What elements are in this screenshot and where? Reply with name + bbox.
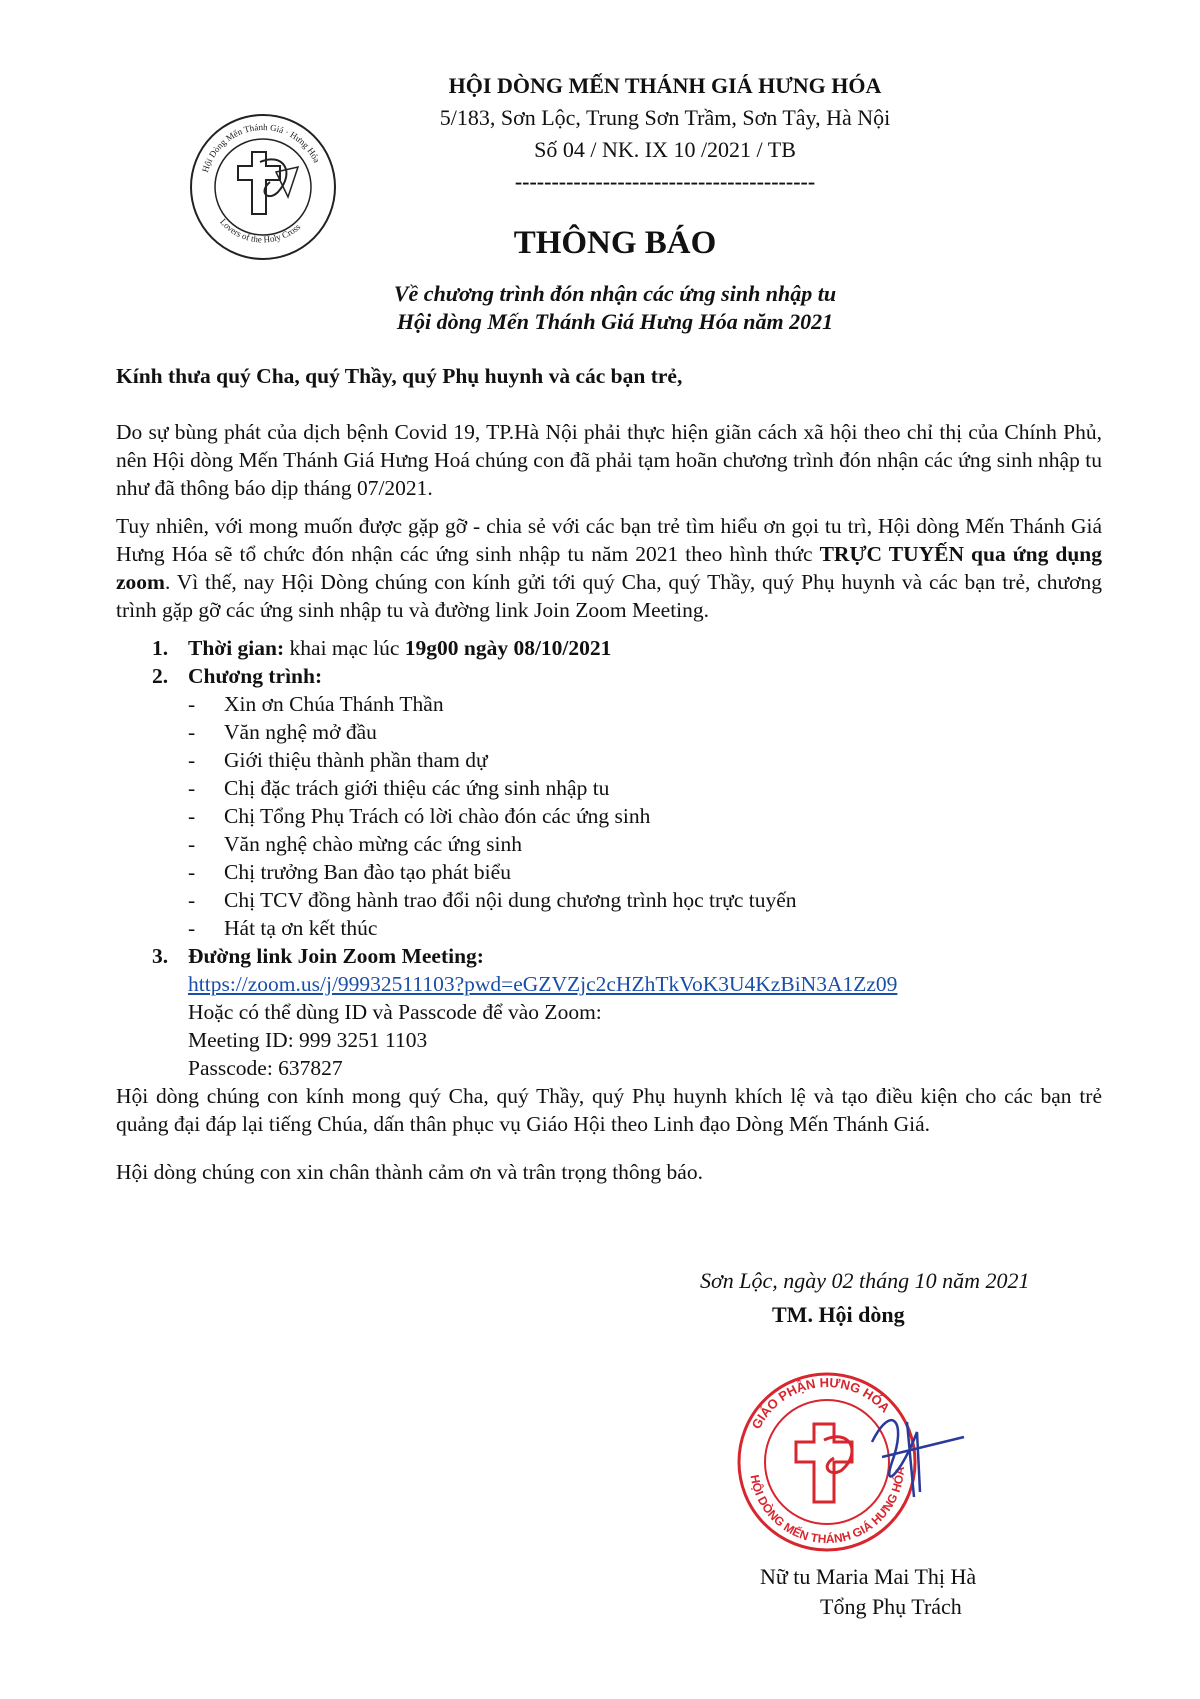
list-item: - Chị trưởng Ban đào tạo phát biểu <box>188 860 511 884</box>
list-item-time <box>116 634 1102 662</box>
time-value: 19g00 ngày 08/10/2021 <box>404 636 612 660</box>
list-number: 2. <box>152 664 169 688</box>
document-title: THÔNG BÁO <box>513 225 717 261</box>
official-seal-icon <box>732 1362 972 1562</box>
zoom-passcode: Passcode: 637827 <box>188 1056 343 1080</box>
handwritten-signature <box>872 1420 964 1497</box>
list-item: - Văn nghệ mở đầu <box>188 720 377 744</box>
program-list <box>116 634 1102 1082</box>
program-entries <box>116 690 1102 942</box>
signer-role: Tổng Phụ Trách <box>820 1594 962 1619</box>
list-number: 1. <box>152 636 169 660</box>
paragraph-1: Do sự bùng phát của dịch bệnh Covid 19, TP.Hà Nội phải thực hiện giãn cách xã hội theo chỉ thị của Chính Phủ, nên Hội dòng Mến Thánh Giá Hưng Hoá chúng con đã phải tạm hoãn chương trình đón nhận các ứng sinh nhập tu như đã thông báo dịp tháng 07/2021. <box>116 420 1102 500</box>
paragraph-2-text: Tuy nhiên, với mong muốn được gặp gỡ - chia sẻ với các bạn trẻ tìm hiểu ơn gọi tu trì, Hội dòng Mến Thánh Giá Hưng Hóa sẽ tổ chức đón nhận các ứng sinh nhập tu năm 2021 theo hình thức <box>116 514 1102 566</box>
list-item: - Hát tạ ơn kết thúc <box>188 916 378 940</box>
svg-text:HỘI DÒNG MẾN THÁNH GIÁ HƯNG HÓ: HỘI DÒNG MẾN THÁNH GIÁ HƯNG HÓA <box>747 1466 908 1547</box>
list-item-zoom <box>116 942 1102 970</box>
paragraph-4: Hội dòng chúng con xin chân thành cảm ơn và trân trọng thông báo. <box>116 1160 703 1184</box>
zoom-details <box>116 970 1102 1082</box>
on-behalf-label: TM. Hội dòng <box>772 1302 905 1327</box>
signer-name: Nữ tu Maria Mai Thị Hà <box>760 1564 977 1589</box>
list-item: - Chị Tổng Phụ Trách có lời chào đón các ứng sinh <box>188 804 651 828</box>
time-text: khai mạc lúc <box>284 636 405 660</box>
header-divider: ----------------------------------------- <box>514 169 816 194</box>
paragraph-2 <box>116 512 1102 624</box>
subtitle-line-2: Hội dòng Mến Thánh Giá Hưng Hóa năm 2021 <box>396 309 834 334</box>
svg-text:Hội Dòng Mến Thánh Giá · Hưng: Hội Dòng Mến Thánh Giá · Hưng Hóa <box>200 121 323 174</box>
svg-text:Lovers of the Holy Cross: Lovers of the Holy Cross <box>218 216 303 245</box>
list-item-program <box>116 662 1102 690</box>
greeting: Kính thưa quý Cha, quý Thầy, quý Phụ huynh và các bạn trẻ, <box>116 364 683 388</box>
signer-block <box>760 1562 976 1622</box>
zoom-label: Đường link Join Zoom Meeting: <box>188 944 484 968</box>
list-item: - Giới thiệu thành phần tham dự <box>188 748 488 772</box>
list-number: 3. <box>152 944 169 968</box>
organization-address: 5/183, Sơn Lộc, Trung Sơn Trầm, Sơn Tây, Hà Nội <box>439 105 891 130</box>
list-item: - Xin ơn Chúa Thánh Thần <box>188 692 444 716</box>
document-reference: Số 04 / NK. IX 10 /2021 / TB <box>534 137 796 162</box>
zoom-meeting-link[interactable]: https://zoom.us/j/99932511103?pwd=eGZVZjc2cHZhTkVoK3U4KzBiN3A1Zz09 <box>188 972 898 996</box>
zoom-meeting-id: Meeting ID: 999 3251 1103 <box>188 1028 428 1052</box>
svg-text:GIÁO PHẬN HƯNG HÓA: GIÁO PHẬN HƯNG HÓA <box>748 1374 893 1432</box>
list-item: - Chị TCV đồng hành trao đổi nội dung chương trình học trực tuyến <box>188 888 797 912</box>
letterhead <box>300 70 1030 198</box>
signature-date: Sơn Lộc, ngày 02 tháng 10 năm 2021 <box>700 1268 1030 1293</box>
list-item: - Chị đặc trách giới thiệu các ứng sinh nhập tu <box>188 776 610 800</box>
document-body <box>116 362 1102 1196</box>
list-item: - Văn nghệ chào mừng các ứng sinh <box>188 832 522 856</box>
paragraph-2-emphasis: TRỰC TUYẾN qua ứng dụng zoom <box>116 542 1102 594</box>
organization-name: HỘI DÒNG MẾN THÁNH GIÁ HƯNG HÓA <box>448 73 882 98</box>
paragraph-2-text-end: . Vì thế, nay Hội Dòng chúng con kính gửi tới quý Cha, quý Thầy, quý Phụ huynh và các bạn trẻ, chương trình gặp gỡ các ứng sinh nhập tu và đường link Join Zoom Meeting. <box>116 570 1102 622</box>
subtitle-line-1: Về chương trình đón nhận các ứng sinh nhập tu <box>393 281 837 306</box>
time-label: Thời gian: <box>188 636 285 660</box>
zoom-alt-text: Hoặc có thể dùng ID và Passcode để vào Zoom: <box>188 1000 602 1024</box>
program-label: Chương trình: <box>188 664 323 688</box>
paragraph-3: Hội dòng chúng con kính mong quý Cha, quý Thầy, quý Phụ huynh khích lệ và tạo điều kiện cho các bạn trẻ quảng đại đáp lại tiếng Chúa, dấn thân phục vụ Giáo Hội theo Linh đạo Dòng Mến Thánh Giá. <box>116 1084 1102 1136</box>
document-subtitle <box>0 280 1200 336</box>
